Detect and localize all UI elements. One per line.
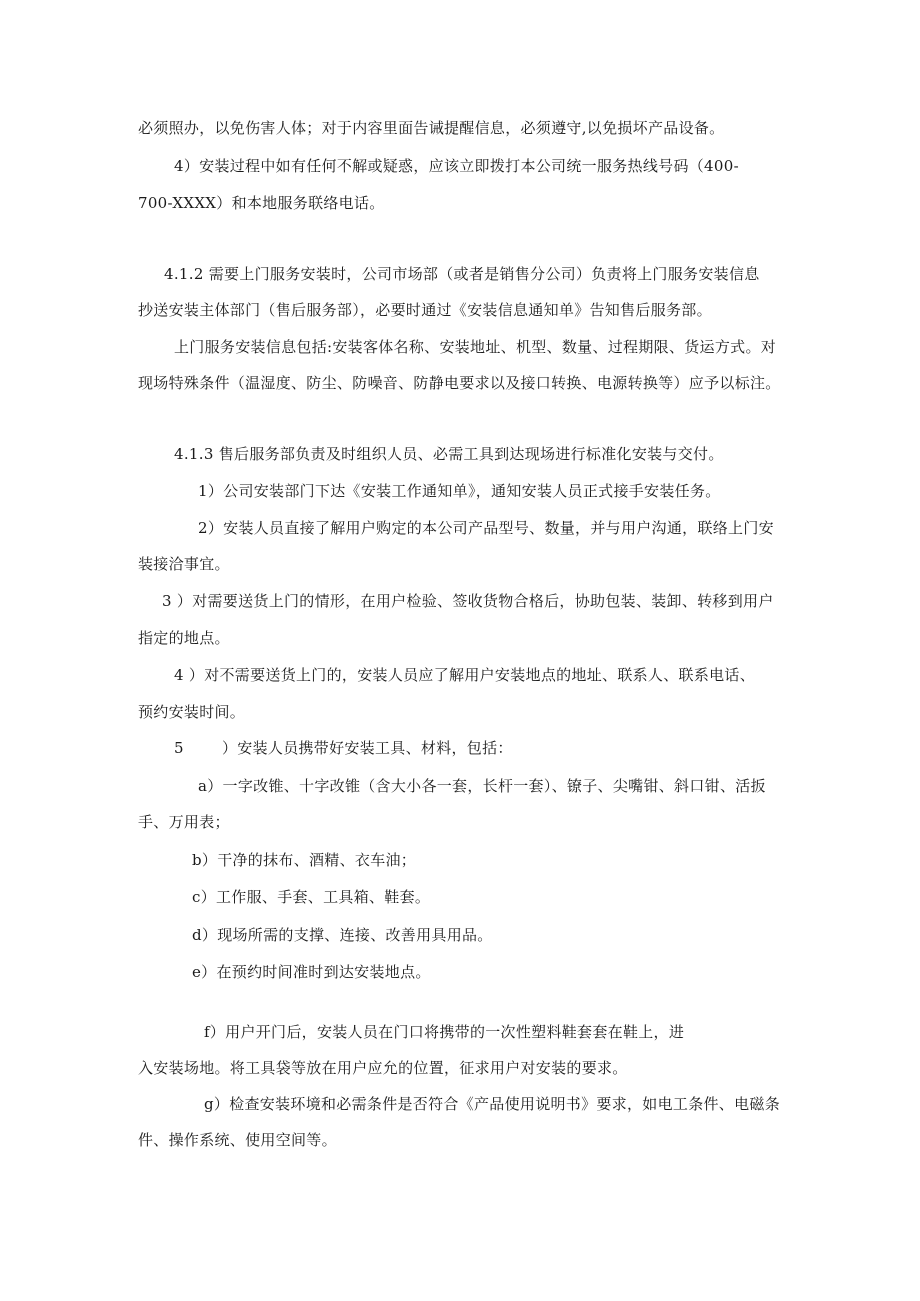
section-412-line-3: 上门服务安装信息包括:安装客体名称、安装地址、机型、数量、过程期限、货运方式。对: [174, 338, 777, 356]
section-412-line-1: 4.1.2 需要上门服务安装时，公司市场部（或者是销售分公司）负责将上门服务安装信息: [164, 265, 760, 283]
intro-line-1: 必须照办，以免伤害人体；对于内容里面告诫提醒信息，必须遵守,以免损坏产品设备。: [138, 119, 725, 137]
tool-e: e）在预约时间准时到达安装地点。: [192, 963, 431, 981]
section-412-line-2: 抄送安装主体部门（售后服务部），必要时通过《安装信息通知单》告知售后服务部。: [138, 301, 712, 319]
step-3-line-1: 3 ）对需要送货上门的情形，在用户检验、签收货物合格后，协助包装、装卸、转移到用户: [162, 592, 774, 610]
step-4-line-1: 4 ）对不需要送货上门的，安装人员应了解用户安装地点的地址、联系人、联系电话、: [174, 666, 756, 684]
section-413-heading: 4.1.3 售后服务部负责及时组织人员、必需工具到达现场进行标准化安装与交付。: [174, 445, 724, 463]
item4-line-2: 700-XXXX）和本地服务联络电话。: [138, 194, 385, 212]
tool-a-line-1: a）一字改锥、十字改锥（含大小各一套，长杆一套）、镣子、尖嘴钳、斜口钳、活扳: [198, 777, 766, 795]
step-2-line-1: 2）安装人员直接了解用户购定的本公司产品型号、数量，并与用户沟通，联络上门安: [198, 519, 774, 537]
step-f-line-1: f）用户开门后，安装人员在门口将携带的一次性塑料鞋套套在鞋上，进: [204, 1023, 685, 1041]
tool-d: d）现场所需的支撑、连接、改善用具用品。: [192, 926, 493, 944]
tool-b: b）干净的抹布、酒精、衣车油；: [192, 851, 417, 869]
item4-line-1: 4）安装过程中如有任何不解或疑惑，应该立即拨打本公司统一服务热线号码（400-: [174, 157, 739, 175]
tool-a-line-2: 手、万用表；: [138, 813, 230, 831]
step-2-line-2: 装接洽事宜。: [138, 555, 230, 573]
step-5-number: 5: [174, 739, 184, 757]
tool-c: c）工作服、手套、工具箱、鞋套。: [192, 888, 431, 906]
step-g-line-1: g）检查安装环境和必需条件是否符合《产品使用说明书》要求，如电工条件、电磁条: [204, 1095, 781, 1113]
step-5-text: ）安装人员携带好安装工具、材料，包括：: [222, 739, 513, 757]
step-3-line-2: 指定的地点。: [138, 629, 230, 647]
step-1: 1）公司安装部门下达《安装工作通知单》，通知安装人员正式接手安装任务。: [198, 482, 721, 500]
section-412-line-4: 现场特殊条件（温湿度、防尘、防噪音、防静电要求以及接口转换、电源转换等）应予以标注。: [138, 374, 781, 392]
step-g-line-2: 件、操作系统、使用空间等。: [138, 1131, 337, 1149]
step-4-line-2: 预约安装时间。: [138, 703, 246, 721]
step-f-line-2: 入安装场地。将工具袋等放在用户应允的位置，征求用户对安装的要求。: [138, 1059, 628, 1077]
